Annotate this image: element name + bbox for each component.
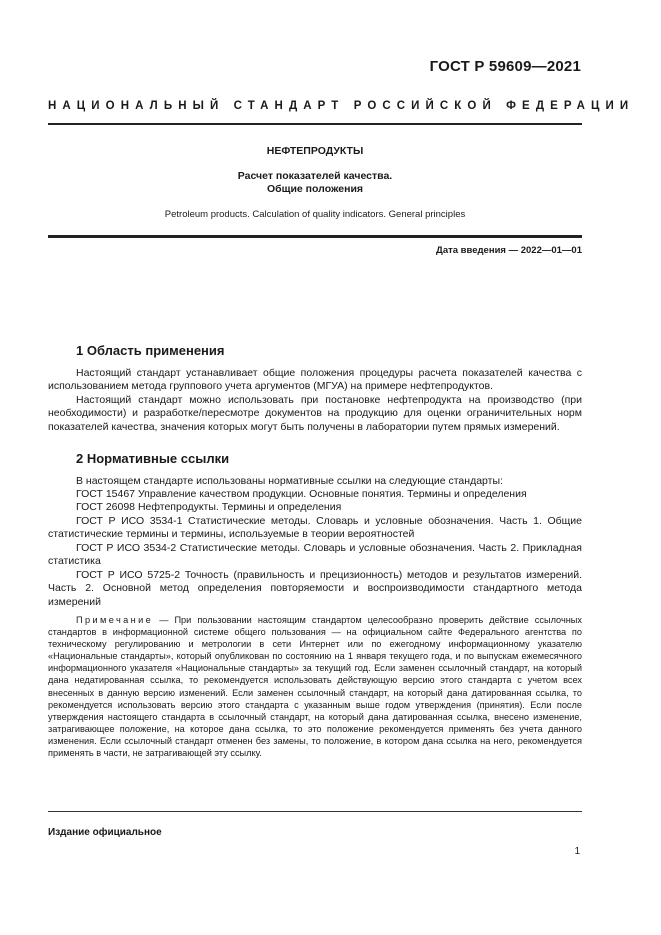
english-title: Petroleum products. Calculation of quality indicators. General principles <box>164 209 466 220</box>
reference-item: ГОСТ 15467 Управление качеством продукции. Основные понятия. Термины и определения <box>76 488 527 500</box>
references-intro: В настоящем стандарте использованы нормативные ссылки на следующие стандарты: <box>76 475 503 487</box>
footer-rule <box>48 811 582 812</box>
official-edition-label: Издание официальное <box>48 827 162 838</box>
national-standard-banner: НАЦИОНАЛЬНЫЙ СТАНДАРТ РОССИЙСКОЙ ФЕДЕРАЦИИ <box>48 100 635 112</box>
note-label: Примечание <box>76 615 154 625</box>
header-rule <box>48 123 582 125</box>
reference-item: ГОСТ Р ИСО 3534-1 Статистические методы. Словарь и условные обозначения. Часть 1. Общие статистические термины и термины, используемые в теории вероятностей <box>48 515 582 541</box>
scope-paragraph-2: Настоящий стандарт можно использовать при постановке нефтепродукта на производство (при необходимости) и разработке/пересмотре документов на продукцию для оценки ограничительных норм показателей качества, значения которых могут быть получены в лаборатории путем прямых измерений. <box>48 394 582 433</box>
references-note <box>48 614 582 759</box>
reference-item: ГОСТ Р ИСО 3534-2 Статистические методы. Словарь и условные обозначения. Часть 2. Прикладная статистика <box>48 542 582 568</box>
section-heading-scope: 1 Область применения <box>76 343 225 358</box>
introduction-date: Дата введения — 2022—01—01 <box>436 245 582 256</box>
page-number: 1 <box>574 846 580 857</box>
product-title: НЕФТЕПРОДУКТЫ <box>266 145 364 157</box>
document-title-line1: Расчет показателей качества. <box>237 170 393 182</box>
section-heading-references: 2 Нормативные ссылки <box>76 451 230 466</box>
reference-item: ГОСТ 26098 Нефтепродукты. Термины и определения <box>76 501 342 513</box>
title-rule <box>48 235 582 238</box>
gost-number: ГОСТ Р 59609—2021 <box>429 58 581 75</box>
document-title-line2: Общие положения <box>266 183 364 195</box>
note-text: — При пользовании настоящим стандартом целесообразно проверить действие ссылочных стандартов в информационной системе общего пользования — на официальном сайте Федерального агентства по техническому регулированию и метрологии в сети Интернет или по ежегодному информационному указателю «Национальные стандарты», который опубликован по состоянию на 1 января текущего года, и по выпускам ежемесячного информационного указателя «Национальные стандарты» за текущий год. Если заменен ссылочный стандарт, на который дана недатированная ссылка, то рекомендуется использовать действующую версию этого стандарта с учетом всех внесенных в данную версию изменений. Если заменен ссылочный стандарт, на который дана датированная ссылка, то рекомендуется использовать версию этого стандарта с указанным выше годом утверждения (принятия). Если после утверждения настоящего стандарта в ссылочный стандарт, на который дана датированная ссылка, внесено изменение, затрагивающее положение, на которое дана ссылка, то это положение рекомендуется применять без учета данного изменения. Если ссылочный стандарт отменен без замены, то положение, в котором дана ссылка на него, рекомендуется применять в части, не затрагивающей эту ссылку. <box>48 615 582 759</box>
scope-paragraph-1: Настоящий стандарт устанавливает общие положения процедуры расчета показателей качества с использованием метода группового учета аргументов (МГУА) на примере нефтепродуктов. <box>48 367 582 393</box>
reference-item: ГОСТ Р ИСО 5725-2 Точность (правильность и прецизионность) методов и результатов измерений. Часть 2. Основной метод определения повторяемости и воспроизводимости стандартного метода измерений <box>48 569 582 608</box>
